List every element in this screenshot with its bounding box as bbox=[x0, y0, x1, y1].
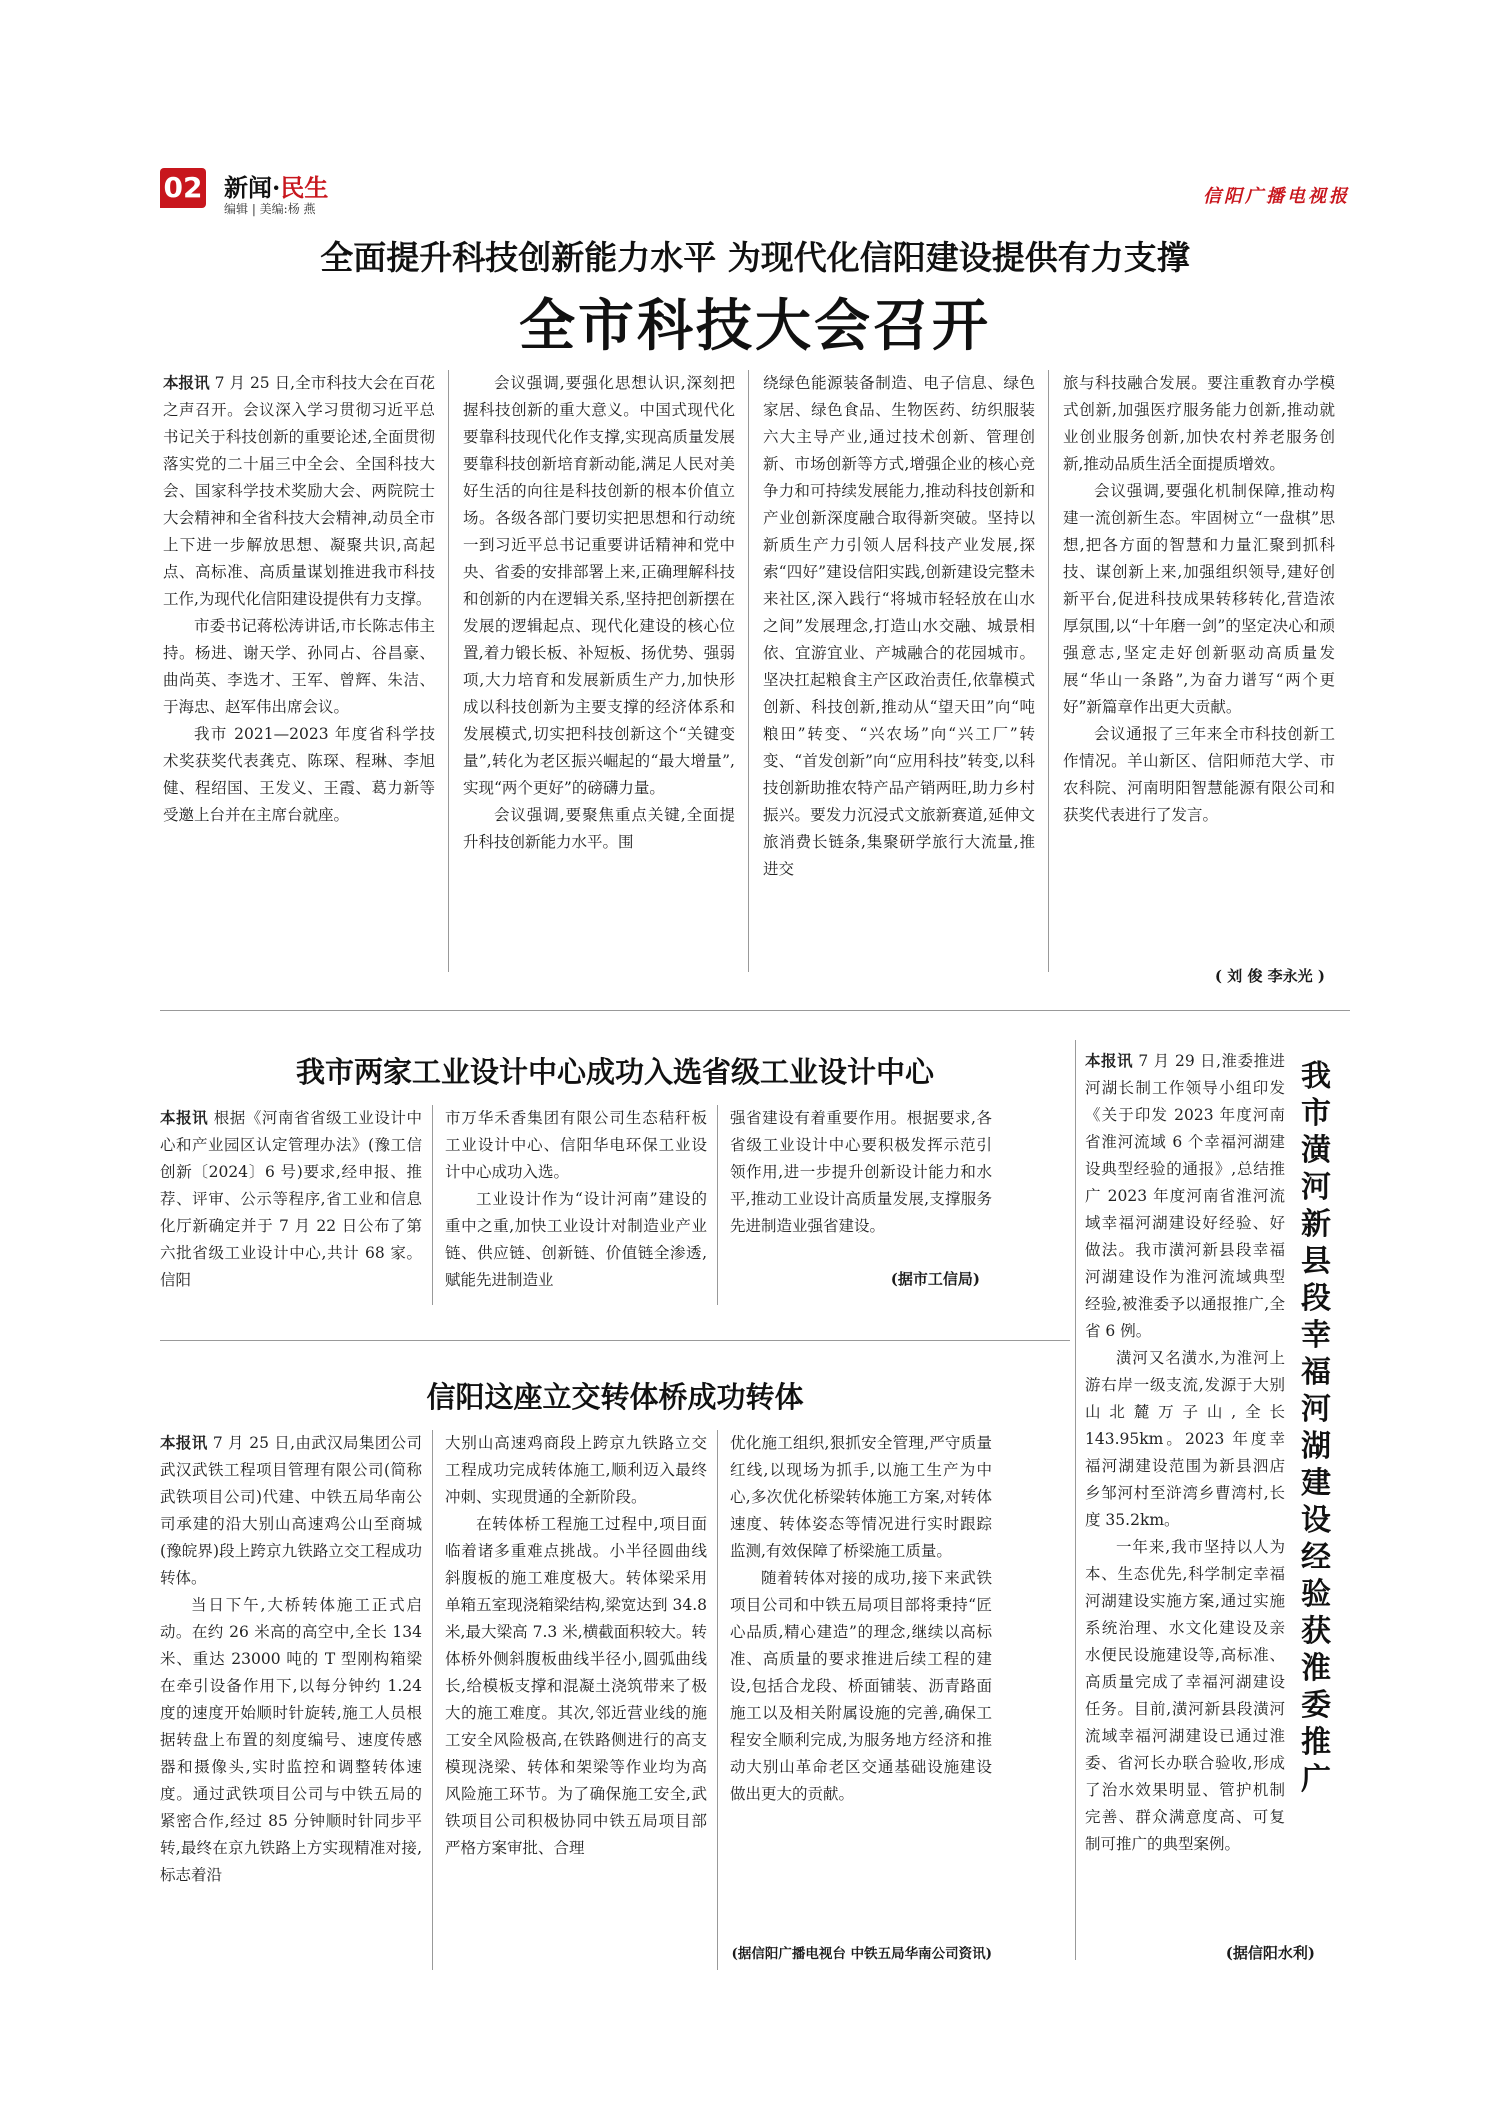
article4-lead-paragraph bbox=[1085, 1048, 1285, 1345]
article3-paragraph: 随着转体对接的成功,接下来武铁项目公司和中铁五局项目部将秉持“匠心品质,精心建造”的理念,继续以高标准、高质量的要求推进后续工程的建设,包括合龙段、桥面铺装、沥青路面施工以及相关附属设施的完善,确保工程安全顺利完成,为服务地方经济和推动大别山革命老区交通基础设施建设做出更大的贡献。 bbox=[730, 1569, 992, 1803]
article1-credit: ( 刘 俊 李永光 ) bbox=[1214, 967, 1325, 985]
article2-col2 bbox=[445, 1105, 707, 1294]
article2-lead-text: 根据《河南省省级工业设计中心和产业园区认定管理办法》(豫工信创新〔2024〕6 号)要求,经申报、推荐、评审、公示等程序,省工业和信息化厅新确定并于 7 月 22 日公布了第六批省级工业设计中心,共计 68 家。信阳 bbox=[160, 1109, 422, 1289]
article3-lead-text: 7 月 25 日,由武汉局集团公司武汉武铁工程项目管理有限公司(简称武铁项目公司)代建、中铁五局华南公司承建的沿大别山高速鸡公山至商城(豫皖界)段上跨京九铁路立交工程成功转体。 bbox=[160, 1434, 422, 1587]
article1-headline-top: 全面提升科技创新能力水平 为现代化信阳建设提供有力支撑 bbox=[320, 238, 1190, 277]
article1-paragraph: 市委书记蒋松涛讲话,市长陈志伟主持。杨进、谢天学、孙同占、谷昌豪、曲尚英、李选才、王军、曾辉、朱洁、于海忠、赵军伟出席会议。 bbox=[163, 617, 435, 716]
article1-paragraph: 旅与科技融合发展。要注重教育办学模式创新,加强医疗服务能力创新,推动就业创业服务创新,加快农村养老服务创新,推动品质生活全面提质增效。 bbox=[1063, 374, 1335, 473]
article3-col1 bbox=[160, 1430, 422, 1889]
article2-credit: (据市工信局) bbox=[890, 1270, 980, 1288]
article1-headline-main: 全市科技大会召开 bbox=[519, 294, 991, 359]
article4-body bbox=[1085, 1048, 1285, 1858]
article2-col1 bbox=[160, 1105, 422, 1294]
column-divider bbox=[717, 1430, 718, 1970]
page-number: 02 bbox=[160, 168, 206, 208]
section-prefix: 新闻· bbox=[224, 173, 281, 202]
article3-tag: 本报讯 bbox=[160, 1434, 208, 1452]
article3-paragraph: 优化施工组织,狠抓安全管理,严守质量红线,以现场为抓手,以施工生产为中心,多次优化桥梁转体施工方案,对转体速度、转体姿态等情况进行实时跟踪监测,有效保障了桥梁施工质量。 bbox=[730, 1434, 992, 1560]
editor-line: 编辑 | 美编:杨 燕 bbox=[224, 202, 316, 216]
article1-paragraph: 会议强调,要强化思想认识,深刻把握科技创新的重大意义。中国式现代化要靠科技现代化作支撑,实现高质量发展要靠科技创新培育新动能,满足人民对美好生活的向往是科技创新的根本价值立场。各级各部门要切实把思想和行动统一到习近平总书记重要讲话精神和党中央、省委的安排部署上来,正确理解科技和创新的内在逻辑关系,坚持把创新摆在发展的逻辑起点、现代化建设的核心位置,着力锻长板、补短板、扬优势、强弱项,大力培育和发展新质生产力,加快形成以科技创新为主要支撑的经济体系和发展模式,切实把科技创新这个“关键变量”,转化为老区振兴崛起的“最大增量”,实现“两个更好”的磅礴力量。 bbox=[463, 374, 735, 797]
article2-paragraph: 市万华禾香集团有限公司生态秸秆板工业设计中心、信阳华电环保工业设计中心成功入选。 bbox=[445, 1109, 707, 1181]
column-divider bbox=[432, 1105, 433, 1305]
page-header bbox=[160, 168, 1350, 218]
section-title bbox=[224, 168, 328, 203]
masthead: 信阳广播电视报 bbox=[1203, 186, 1350, 207]
article4-credit: (据信阳水利) bbox=[1225, 1944, 1315, 1962]
article1-lead-text: 7 月 25 日,全市科技大会在百花之声召开。会议深入学习贯彻习近平总书记关于科技创新的重要论述,全面贯彻落实党的二十届三中全会、全国科技大会、国家科学技术奖励大会、两院院士大会精神和全省科技大会精神,动员全市上下进一步解放思想、凝聚共识,高起点、高标准、高质量谋划推进我市科技工作,为现代化信阳建设提供有力支撑。 bbox=[163, 374, 435, 608]
article2-paragraph: 工业设计作为“设计河南”建设的重中之重,加快工业设计对制造业产业链、供应链、创新链、价值链全渗透,赋能先进制造业 bbox=[445, 1190, 707, 1289]
article3-col3 bbox=[730, 1430, 992, 1808]
article3-paragraph: 大别山高速鸡商段上跨京九铁路立交工程成功完成转体施工,顺利迈入最终冲刺、实现贯通的全新阶段。 bbox=[445, 1434, 707, 1506]
article4-paragraph: 一年来,我市坚持以人为本、生态优先,科学制定幸福河湖建设实施方案,通过实施系统治理、水文化建设及亲水便民设施建设等,高标准、高质量完成了幸福河湖建设任务。目前,潢河新县段潢河流域幸福河湖建设已通过淮委、省河长办联合验收,形成了治水效果明显、管护机制完善、群众满意度高、可复制可推广的典型案例。 bbox=[1085, 1538, 1285, 1853]
article1-col1 bbox=[163, 370, 435, 829]
section-divider bbox=[160, 1010, 1350, 1011]
article2-col3 bbox=[730, 1105, 992, 1240]
article1-lead-paragraph bbox=[163, 370, 435, 613]
article4-paragraph: 潢河又名潢水,为淮河上游右岸一级支流,发源于大别山北麓万子山,全长 143.95km。2023 年度幸福河湖建设范围为新县泗店乡邹河村至浒湾乡曹湾村,长度 35.2km。 bbox=[1085, 1349, 1285, 1529]
column-divider bbox=[1048, 370, 1049, 972]
article2-headline: 我市两家工业设计中心成功入选省级工业设计中心 bbox=[295, 1055, 934, 1089]
article3-paragraph: 当日下午,大桥转体施工正式启动。在约 26 米高的高空中,全长 134 米、重达 23000 吨的 T 型刚构箱梁在牵引设备作用下,以每分钟约 1.24 度的速度开始顺时针旋转,施工人员根据转盘上布置的刻度编号、速度传感器和摄像头,实时监控和调整转体速度。通过武铁项目公司与中铁五局的紧密合作,经过 85 分钟顺时针同步平转,最终在京九铁路上方实现精准对接,标志着沿 bbox=[160, 1596, 422, 1884]
article4-headline: 我市潢河新县段幸福河湖建设经验获淮委推广 bbox=[1301, 1059, 1331, 1797]
article1-paragraph: 我市 2021—2023 年度省科学技术奖获奖代表龚克、陈琛、程琳、李旭健、程绍国、王发义、王霞、葛力新等受邀上台并在主席台就座。 bbox=[163, 725, 435, 824]
article1-paragraph: 会议强调,要聚焦重点关键,全面提升科技创新能力水平。围 bbox=[463, 806, 735, 851]
article3-col2 bbox=[445, 1430, 707, 1862]
article1-col4 bbox=[1063, 370, 1335, 829]
section-divider bbox=[160, 1340, 1070, 1341]
column-divider bbox=[432, 1430, 433, 1970]
article1-paragraph: 会议强调,要强化机制保障,推动构建一流创新生态。牢固树立“一盘棋”思想,把各方面的智慧和力量汇聚到抓科技、谋创新上来,加强组织领导,建好创新平台,促进科技成果转移转化,营造浓厚氛围,以“十年磨一剑”的坚定决心和顽强意志,坚定走好创新驱动高质量发展“华山一条路”,为奋力谱写“两个更好”新篇章作出更大贡献。 bbox=[1063, 482, 1335, 716]
article4-lead-text: 7 月 29 日,淮委推进河湖长制工作领导小组印发《关于印发 2023 年度河南省淮河流域 6 个幸福河湖建设典型经验的通报》,总结推广 2023 年度河南省淮河流域幸福河湖建设好经验、好做法。我市潢河新县段幸福河湖建设作为淮河流域典型经验,被淮委予以通报推广,全省 6 例。 bbox=[1085, 1052, 1285, 1340]
article2-lead-paragraph bbox=[160, 1105, 422, 1294]
article3-lead-paragraph bbox=[160, 1430, 422, 1592]
article1-paragraph: 会议通报了三年来全市科技创新工作情况。羊山新区、信阳师范大学、市农科院、河南明阳智慧能源有限公司和获奖代表进行了发言。 bbox=[1063, 725, 1335, 824]
article3-paragraph: 在转体桥工程施工过程中,项目面临着诸多重难点挑战。小半径圆曲线斜腹板的施工难度极大。转体梁采用单箱五室现浇箱梁结构,梁宽达到 34.8 米,最大梁高 7.3 米,横截面积较大。转体桥外侧斜腹板曲线半径小,圆弧曲线长,给模板支撑和混凝土浇筑带来了极大的施工难度。其次,邻近营业线的施工安全风险极高,在铁路侧进行的高支模现浇梁、转体和架梁等作业均为高风险施工环节。为了确保施工安全,武铁项目公司积极协同中铁五局项目部严格方案审批、合理 bbox=[445, 1515, 707, 1857]
article4-tag: 本报讯 bbox=[1085, 1052, 1133, 1070]
article1-col2 bbox=[463, 370, 735, 856]
article3-headline: 信阳这座立交转体桥成功转体 bbox=[426, 1380, 804, 1414]
section-accent: 民生 bbox=[280, 173, 329, 202]
article3-credit: (据信阳广播电视台 中铁五局华南公司资讯) bbox=[731, 1946, 992, 1962]
article2-tag: 本报讯 bbox=[160, 1109, 209, 1127]
article1-col3 bbox=[763, 370, 1035, 883]
article1-tag: 本报讯 bbox=[163, 374, 210, 392]
column-divider bbox=[448, 370, 449, 972]
section-divider-vertical bbox=[1075, 1040, 1076, 1960]
column-divider bbox=[748, 370, 749, 972]
article1-paragraph: 绕绿色能源装备制造、电子信息、绿色家居、绿色食品、生物医药、纺织服装六大主导产业,通过技术创新、管理创新、市场创新等方式,增强企业的核心竞争力和可持续发展能力,推动科技创新和产业创新深度融合取得新突破。坚持以新质生产力引领人居科技产业发展,探索“四好”建设信阳实践,创新建设完整未来社区,深入践行“将城市轻轻放在山水之间”发展理念,打造山水交融、城景相依、宜游宜业、产城融合的花园城市。坚决扛起粮食主产区政治责任,依靠模式创新、科技创新,推动从“望天田”向“吨粮田”转变、“兴农场”向“兴工厂”转变、“首发创新”向“应用科技”转变,以科技创新助推农特产品产销两旺,助力乡村振兴。要发力沉浸式文旅新赛道,延伸文旅消费长链条,集聚研学旅行大流量,推进交 bbox=[763, 374, 1035, 878]
column-divider bbox=[717, 1105, 718, 1305]
article2-paragraph: 强省建设有着重要作用。根据要求,各省级工业设计中心要积极发挥示范引领作用,进一步提升创新设计能力和水平,推动工业设计高质量发展,支撑服务先进制造业强省建设。 bbox=[730, 1109, 992, 1235]
